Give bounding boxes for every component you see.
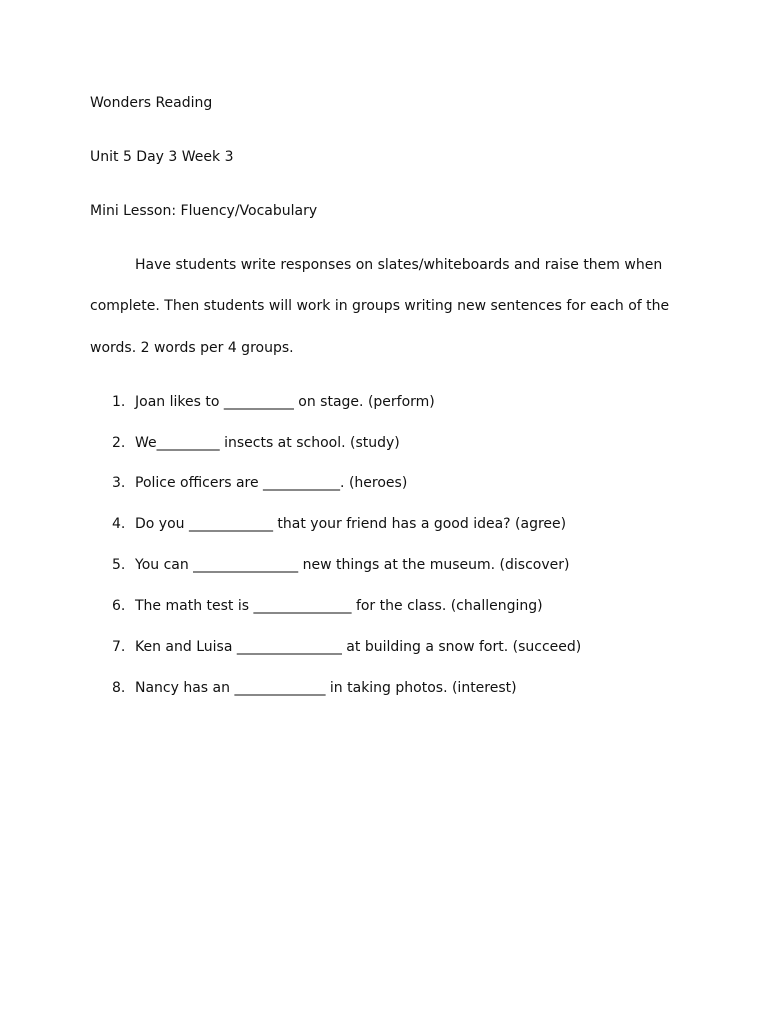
list-item-number: 4. xyxy=(112,516,126,532)
lesson-heading: Mini Lesson: Fluency/Vocabulary xyxy=(90,203,318,219)
list-item-text: Police officers are ___________. (heroes) xyxy=(135,475,408,491)
unit-heading: Unit 5 Day 3 Week 3 xyxy=(90,149,234,165)
list-item-text: Ken and Luisa _______________ at building a snow fort. (succeed) xyxy=(135,639,582,655)
document-title: Wonders Reading xyxy=(90,95,213,111)
list-item-text: You can _______________ new things at the museum. (discover) xyxy=(135,557,570,573)
list-item-text: We_________ insects at school. (study) xyxy=(135,435,400,451)
list-item-number: 7. xyxy=(112,639,126,655)
instructions-line: Have students write responses on slates/whiteboards and raise them when xyxy=(135,257,663,273)
list-item-number: 3. xyxy=(112,475,126,491)
list-item-number: 6. xyxy=(112,598,126,614)
list-item-text: Do you ____________ that your friend has a good idea? (agree) xyxy=(135,516,567,532)
list-item-number: 5. xyxy=(112,557,126,573)
list-item-text: The math test is ______________ for the class. (challenging) xyxy=(135,598,543,614)
instructions-line: words. 2 words per 4 groups. xyxy=(90,340,294,356)
list-item-number: 8. xyxy=(112,680,126,696)
list-item-text: Nancy has an _____________ in taking photos. (interest) xyxy=(135,680,517,696)
list-item-text: Joan likes to __________ on stage. (perform) xyxy=(135,394,435,410)
instructions-line: complete. Then students will work in groups writing new sentences for each of the xyxy=(90,298,670,314)
list-item-number: 2. xyxy=(112,435,126,451)
list-item-number: 1. xyxy=(112,394,126,410)
